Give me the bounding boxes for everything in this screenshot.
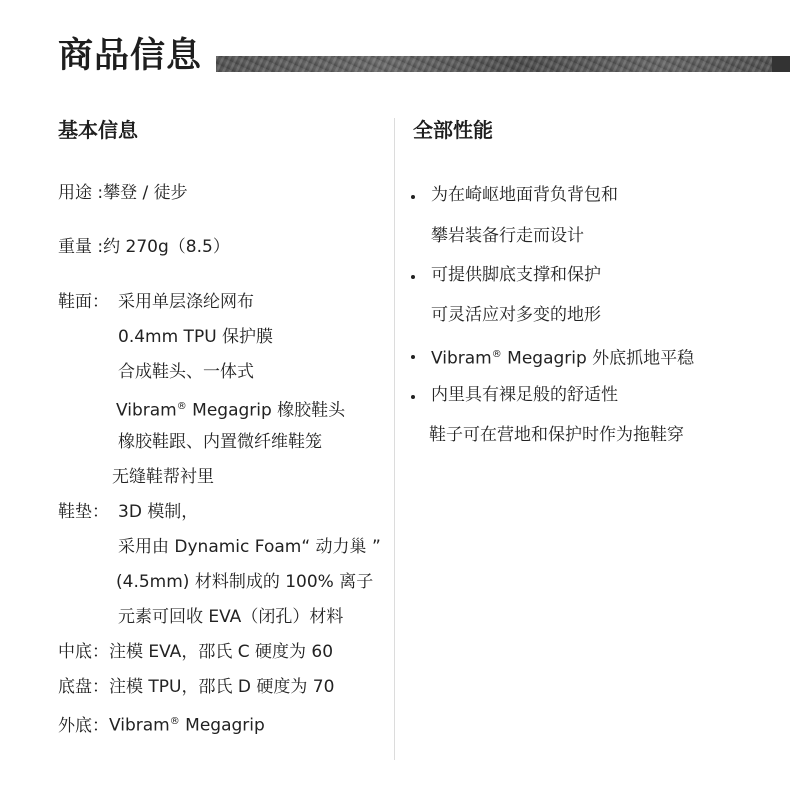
outsole-label: 底盘： xyxy=(58,677,109,697)
upper-line-3: 合成鞋头、一体式 xyxy=(118,362,254,382)
bullet-dot xyxy=(411,395,415,399)
feature-4-line-2: 鞋子可在营地和保护时作为拖鞋穿 xyxy=(429,425,684,445)
registered-mark: ® xyxy=(169,716,180,727)
bullet-dot xyxy=(411,355,415,359)
sole-row xyxy=(58,710,265,738)
feature-2-line-1: 可提供脚底支撑和保护 xyxy=(431,265,601,285)
midsole-label: 中底： xyxy=(58,642,109,662)
feature-3-line-1 xyxy=(431,343,694,371)
bullet-dot xyxy=(411,275,415,279)
registered-mark: ® xyxy=(491,349,502,360)
column-divider xyxy=(394,118,395,760)
upper-line-1: 采用单层涤纶网布 xyxy=(118,292,254,312)
basic-info-heading: 基本信息 xyxy=(58,118,138,142)
insole-line-2: 采用由 Dynamic Foam“ 动力巢 ” xyxy=(118,537,381,557)
vibram-brand-text: Vibram xyxy=(116,400,177,421)
feature-megagrip-text: Megagrip 外底抓地平稳 xyxy=(501,348,695,369)
title-bar-end-block xyxy=(772,56,790,72)
upper-line-5: 橡胶鞋跟、内置微纤维鞋笼 xyxy=(118,432,322,452)
usage-value: 攀登 / 徒步 xyxy=(103,183,188,203)
midsole-value: 注模 EVA，邵氏 C 硬度为 60 xyxy=(109,642,334,662)
title-decorative-bar xyxy=(216,56,772,72)
sole-label: 外底： xyxy=(58,715,109,736)
insole-line-1: 3D 模制， xyxy=(118,502,199,522)
feature-2-line-2: 可灵活应对多变的地形 xyxy=(431,305,601,325)
feature-1-line-1: 为在崎岖地面背负背包和 xyxy=(431,185,618,205)
outsole-row xyxy=(58,675,334,699)
sole-megagrip-text: Megagrip xyxy=(179,715,265,736)
feature-1-line-2: 攀岩装备行走而设计 xyxy=(431,226,584,246)
features-heading: 全部性能 xyxy=(413,118,493,142)
midsole-row xyxy=(58,640,333,664)
upper-line-2: 0.4mm TPU 保护膜 xyxy=(118,327,274,347)
insole-line-3: (4.5mm) 材料制成的 100% 离子 xyxy=(116,572,374,592)
registered-mark: ® xyxy=(176,401,187,412)
weight-row xyxy=(58,235,230,259)
vibram-rest-text: Megagrip 橡胶鞋头 xyxy=(186,400,346,421)
usage-row xyxy=(58,181,188,205)
sole-vibram-text: Vibram xyxy=(109,715,170,736)
feature-4-line-1: 内里具有裸足般的舒适性 xyxy=(431,385,618,405)
upper-line-6: 无缝鞋帮衬里 xyxy=(112,467,214,487)
insole-line-4: 元素可回收 EVA（闭孔）材料 xyxy=(118,607,344,627)
insole-label: 鞋垫： xyxy=(58,502,109,522)
weight-label: 重量 : xyxy=(58,237,104,257)
upper-label: 鞋面： xyxy=(58,292,109,312)
page-title: 商品信息 xyxy=(58,36,203,76)
upper-line-vibram xyxy=(116,395,345,423)
weight-value: 约 270g（8.5） xyxy=(103,237,230,257)
feature-vibram-text: Vibram xyxy=(431,348,492,369)
bullet-dot xyxy=(411,195,415,199)
usage-label: 用途 : xyxy=(58,183,104,203)
outsole-value: 注模 TPU，邵氏 D 硬度为 70 xyxy=(109,677,335,697)
